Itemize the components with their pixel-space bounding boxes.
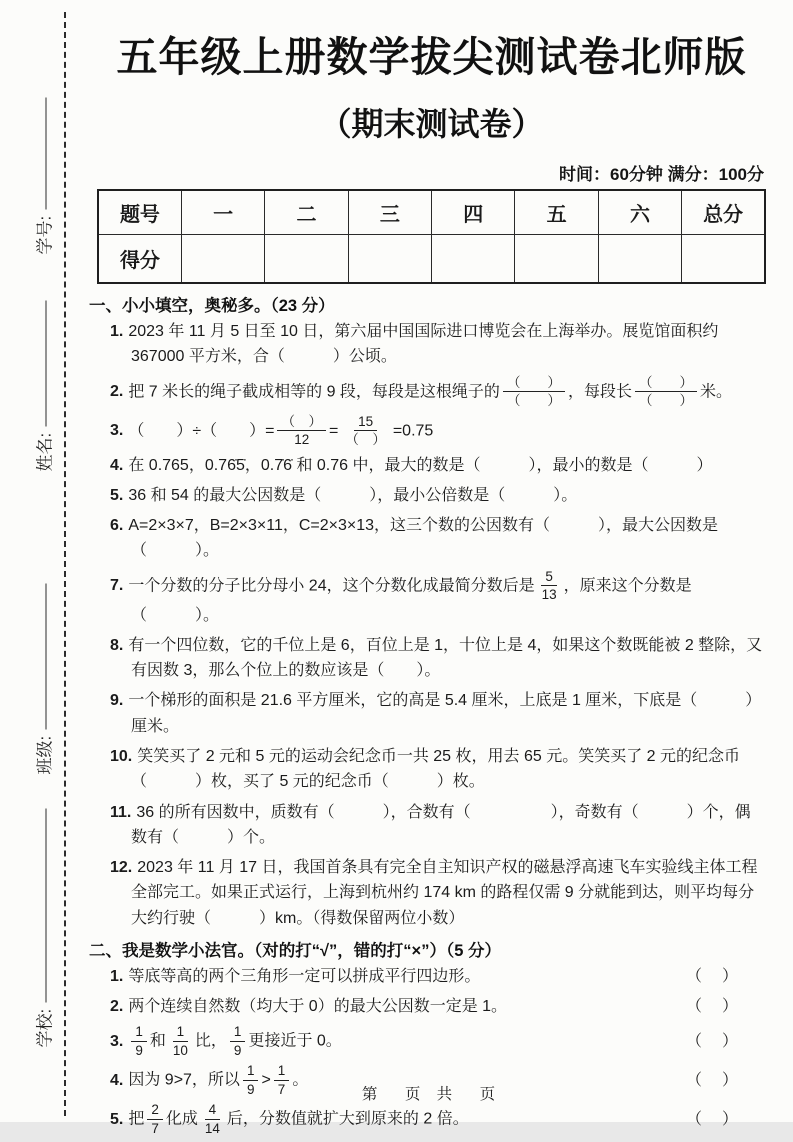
question-item [97,1102,766,1136]
score-cell [181,234,264,283]
question-text: 把 [128,1110,145,1128]
question-text: 一个分数的分子比分母小 24，这个分数化成最简分数后是 [128,576,535,594]
question-item [97,633,766,684]
question-text: 在 0.765，0.76̇5̇，0.7̇6̇ 和 0.76 中，最大的数是（ ），最小的数是（ ） [128,456,713,474]
paper-subtitle: （期末测试卷） [319,106,544,142]
question-body [110,374,766,409]
question-body [110,994,676,1019]
margin-field-student-id [32,82,54,255]
question-number: 4. [110,1071,124,1089]
section-heading: 二、我是数学小法官。（对的打“√”，错的打“×”）（5 分） [89,941,501,960]
question-item [97,688,766,739]
score-table-header-row [98,190,765,234]
score-table-header-cell: 一 [181,190,264,234]
fraction-denominator: （ ） [506,393,561,409]
paper-title: 五年级上册数学拔尖测试卷北师版 [116,34,747,80]
question-item [97,569,766,628]
question-number: 8. [110,636,124,654]
question-item [97,483,766,508]
question-text: 一个梯形的面积是 21.6 平方厘米，它的高是 5.4 厘米，上底是 1 厘米，下底是（ ）厘米。 [128,692,762,735]
score-cell [682,234,765,283]
question-text: 两个连续自然数（均大于 0）的最大公因数一定是 1。 [128,998,508,1016]
question-text: A=2×3×7，B=2×3×11，C=2×3×13，这三个数的公因数有（ ），最大公因数是（ ）。 [128,517,719,560]
score-table-header-cell: 二 [265,190,348,234]
question-text: 。 [292,1071,309,1089]
fraction-numerator: （ ） [635,375,697,393]
fraction [538,569,561,603]
question-item [97,964,766,989]
fraction-denominator: 13 [541,587,557,603]
fraction-numerator: 2 [147,1102,163,1120]
question-body [110,744,766,795]
question-text: 化成 [165,1110,198,1128]
answer-brackets: （ ） [685,1071,740,1089]
fraction [169,1024,192,1058]
fraction-numerator: 1 [173,1024,189,1042]
score-cell [348,234,431,283]
score-table [97,189,766,284]
question-text: 更接近于 0。 [248,1032,342,1050]
fraction-numerator: 1 [230,1024,246,1042]
fraction-numerator: （ ） [277,414,326,432]
score-table-header-cell: 六 [598,190,681,234]
question-text: 笑笑买了 2 元和 5 元的运动会纪念币一共 25 枚，用去 65 元。笑笑买了 2 元的纪念币（ ）枚，买了 5 元的纪念币（ ）枚。 [131,748,740,791]
margin-divider-dashed-line [64,12,66,1116]
section-heading: 一、小小填空，奥秘多。（23 分） [89,297,335,315]
question-text: 米。 [699,382,732,400]
fraction-denominator: （ ） [638,393,693,409]
time-score-info: 时间：60分钟 满分：100分 [559,165,764,184]
question-number: 4. [110,456,124,474]
score-table-score-row [98,234,765,283]
fraction [635,375,697,409]
fraction [201,1102,224,1136]
question-body [110,568,766,628]
question-item [97,1024,766,1058]
question-text: 36 的所有因数中，质数有（ ），合数有（ ），奇数有（ ）个，偶数有（ ）个。 [131,803,751,846]
question-text: > [261,1071,271,1089]
fraction-numerator: （ ） [503,375,565,393]
name-blank-line [45,301,46,427]
question-body [110,413,766,448]
fraction-denominator: 9 [135,1042,143,1058]
fraction-numerator: 1 [274,1063,290,1081]
question-number: 1. [110,967,124,985]
score-table-header-cell: 四 [432,190,515,234]
question-body [110,688,766,739]
question-text: = [328,421,339,439]
school-blank-line [45,809,46,1003]
question-text: ，每段长 [567,382,632,400]
student-id-blank-line [45,98,46,210]
fraction-numerator: 1 [243,1063,259,1081]
question-text: 36 和 54 的最大公因数是（ ），最小公倍数是（ ）。 [128,486,578,504]
question-text: =0.75 [392,421,434,439]
score-row-label: 得分 [98,234,181,283]
question-body [110,964,676,989]
fraction [230,1024,246,1058]
paper-content [89,24,766,1142]
question-number: 9. [110,692,124,710]
fraction-numerator: 15 [354,414,377,432]
question-text: 因为 9>7，所以 [128,1071,240,1089]
question-body [110,319,766,370]
question-number: 3. [110,1032,124,1050]
margin-field-label: 学号: [35,215,54,255]
margin-field-label: 姓名: [35,432,54,472]
answer-brackets: （ ） [685,998,740,1016]
question-item [97,414,766,448]
fraction-denominator: 12 [294,432,310,448]
question-text: 比， [194,1032,227,1050]
question-item [97,319,766,370]
fraction [147,1102,163,1136]
fraction-numerator: 4 [205,1102,221,1120]
question-text: ，原来这个分数是（ ）。 [131,576,692,624]
section-2 [89,937,766,1137]
score-table-header-cell: 题号 [98,190,181,234]
score-table-header-cell: 三 [348,190,431,234]
score-table-header-cell: 五 [515,190,598,234]
margin-field-label: 班级: [35,735,54,775]
question-text: 后，分数值就扩大到原来的 2 倍。 [226,1110,469,1128]
question-number: 2. [110,998,124,1016]
question-item [97,744,766,795]
fraction [341,414,390,448]
question-text: （ ）÷（ ）= [128,421,275,439]
question-body [110,633,766,684]
fraction-numerator: 1 [131,1024,147,1042]
question-number: 6. [110,517,124,535]
question-item [97,375,766,409]
answer-brackets: （ ） [685,1032,740,1050]
margin-field-school [32,793,54,1048]
question-sections [89,292,766,1137]
question-item [97,994,766,1019]
fraction-denominator: 9 [233,1042,242,1058]
question-number: 3. [110,421,124,439]
section-1 [89,292,766,931]
question-text: 有一个四位数，它的千位上是 6，百位上是 1，十位上是 4，如果这个数既能被 2 整除，又有因数 3，那么个位上的数应该是（ ）。 [128,636,763,680]
fraction-denominator: 14 [204,1120,220,1136]
fraction-denominator: 9 [246,1081,255,1097]
question-text: 2023 年 11 月 17 日，我国首条具有完全自主知识产权的磁悬浮高速飞车实验线主体工程全部完工。如果正式运行，上海到杭州约 174 km 的路程仅需 9 分就能到达，则平均每分大约行驶（ ）km。（得数保留两位小数） [131,859,758,927]
question-body [110,800,766,851]
question-number: 7. [110,576,124,594]
question-item [97,855,766,931]
score-cell [598,234,681,283]
class-blank-line [45,584,46,730]
question-number: 5. [110,1110,124,1128]
question-body [110,453,766,478]
answer-brackets: （ ） [685,1110,740,1128]
question-number: 10. [110,748,133,766]
fraction [503,375,565,409]
fraction-denominator: （ ） [345,432,386,448]
score-cell [265,234,348,283]
question-number: 2. [110,382,124,400]
score-cell [432,234,515,283]
question-item [97,513,766,564]
margin-field-name [32,285,54,472]
question-body [110,483,766,508]
answer-brackets: （ ） [685,967,740,985]
fraction-numerator: 5 [541,569,557,587]
question-text: 和 [149,1032,166,1050]
question-item [97,800,766,851]
question-body [110,1024,676,1058]
question-body [110,855,766,931]
fraction [277,414,326,448]
question-body [110,1102,676,1136]
fraction-denominator: 10 [172,1042,188,1058]
question-number: 5. [110,486,124,504]
question-text: 把 7 米长的绳子截成相等的 9 段，每段是这根绳子的 [128,382,500,400]
question-number: 1. [110,323,124,340]
fraction [131,1024,147,1058]
score-table-header-cell: 总分 [682,190,765,234]
page-footer: 第 页 共 页 [361,1086,502,1103]
margin-field-label: 学校: [35,1008,54,1048]
question-text: 2023 年 11 月 5 日至 10 日，第六届中国国际进口博览会在上海举办。展览馆面积约 367000 平方米，合（ ）公顷。 [128,323,719,366]
question-number: 12. [110,859,133,877]
fraction-denominator: 7 [277,1081,286,1097]
question-item [97,453,766,478]
question-text: 等底等高的两个三角形一定可以拼成平行四边形。 [128,967,481,985]
margin-field-class [32,568,54,775]
fraction-denominator: 7 [151,1120,159,1136]
question-body [110,513,766,564]
score-cell [515,234,598,283]
question-number: 11. [110,803,132,821]
